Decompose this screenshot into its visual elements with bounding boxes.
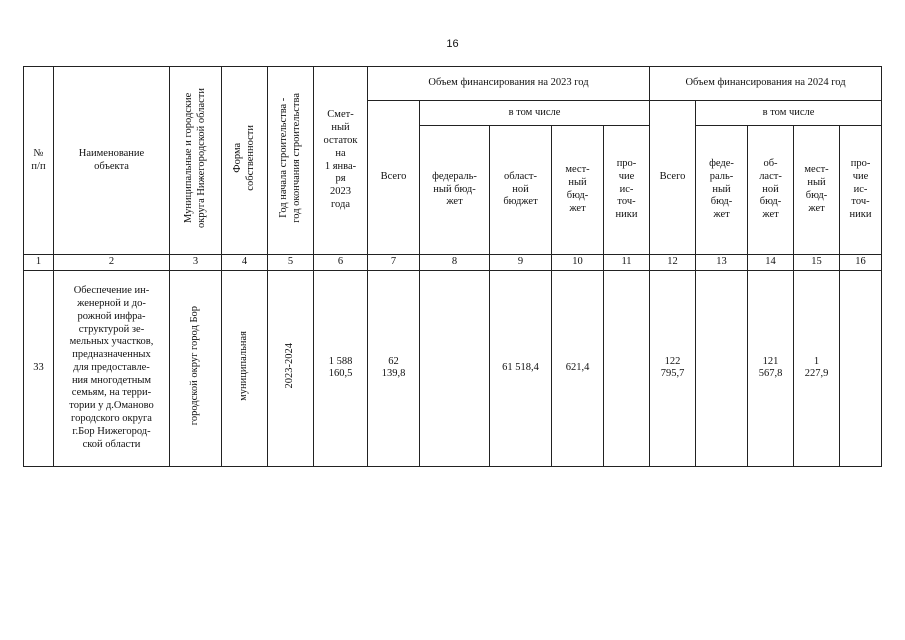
header-financing-2023: Объем финансирования на 2023 год	[368, 67, 650, 101]
column-number: 3	[170, 255, 222, 271]
column-number: 4	[222, 255, 268, 271]
header-other-2023: про- чие ис- точ- ники	[604, 126, 650, 255]
local-2023-cell: 621,4	[552, 270, 604, 466]
header-other-2024: про- чие ис- точ- ники	[840, 126, 882, 255]
federal-2024-cell	[696, 270, 748, 466]
header-total-2024: Всего	[650, 101, 696, 255]
column-number: 2	[54, 255, 170, 271]
column-number: 5	[268, 255, 314, 271]
column-number: 13	[696, 255, 748, 271]
header-total-2023: Всего	[368, 101, 420, 255]
column-number: 8	[420, 255, 490, 271]
column-number: 7	[368, 255, 420, 271]
column-number: 6	[314, 255, 368, 271]
header-construction-years: Год начала строительства - год окончания строительства	[268, 67, 314, 255]
header-ownership: Форма собственности	[222, 67, 268, 255]
header-regional-2024: об- ласт- ной бюд- жет	[748, 126, 794, 255]
column-number: 14	[748, 255, 794, 271]
header-financing-2024: Объем финансирования на 2024 год	[650, 67, 882, 101]
estimate-balance-cell: 1 588 160,5	[314, 270, 368, 466]
ownership-cell: муниципальная	[222, 270, 268, 466]
header-federal-2024: феде- раль- ный бюд- жет	[696, 126, 748, 255]
financing-table	[23, 66, 882, 467]
column-number: 16	[840, 255, 882, 271]
column-number: 11	[604, 255, 650, 271]
page-number: 16	[446, 38, 459, 50]
years-cell: 2023-2024	[268, 270, 314, 466]
table-row	[24, 270, 882, 466]
header-estimate-balance: Смет- ный остаток на 1 янва- ря 2023 года	[314, 67, 368, 255]
header-local-2023: мест- ный бюд- жет	[552, 126, 604, 255]
other-2024-cell	[840, 270, 882, 466]
header-municipality: Муниципальные и городские округа Нижегородской области	[170, 67, 222, 255]
header-local-2024: мест- ный бюд- жет	[794, 126, 840, 255]
header-row-number: № п/п	[24, 67, 54, 255]
object-name: Обеспечение ин- женерной и до- рожной инфра- структурой зе- мельных участков, предназначенных для предоставле- ния многодетным семьям, на терри- тории у д.Оманово городского округа г.Бор Нижегород- ской области	[54, 270, 170, 466]
column-number: 10	[552, 255, 604, 271]
federal-2023-cell	[420, 270, 490, 466]
header-including-2023: в том числе	[420, 101, 650, 126]
header-including-2024: в том числе	[696, 101, 882, 126]
column-number-row	[24, 255, 882, 271]
total-2023-cell: 62 139,8	[368, 270, 420, 466]
row-number: 33	[24, 270, 54, 466]
municipality-cell: городской округ город Бор	[170, 270, 222, 466]
column-number: 1	[24, 255, 54, 271]
regional-2023-cell: 61 518,4	[490, 270, 552, 466]
header-federal-2023: федераль- ный бюд- жет	[420, 126, 490, 255]
column-number: 15	[794, 255, 840, 271]
header-object-name: Наименование объекта	[54, 67, 170, 255]
column-number: 9	[490, 255, 552, 271]
total-2024-cell: 122 795,7	[650, 270, 696, 466]
other-2023-cell	[604, 270, 650, 466]
local-2024-cell: 1 227,9	[794, 270, 840, 466]
regional-2024-cell: 121 567,8	[748, 270, 794, 466]
header-regional-2023: област- ной бюджет	[490, 126, 552, 255]
column-number: 12	[650, 255, 696, 271]
